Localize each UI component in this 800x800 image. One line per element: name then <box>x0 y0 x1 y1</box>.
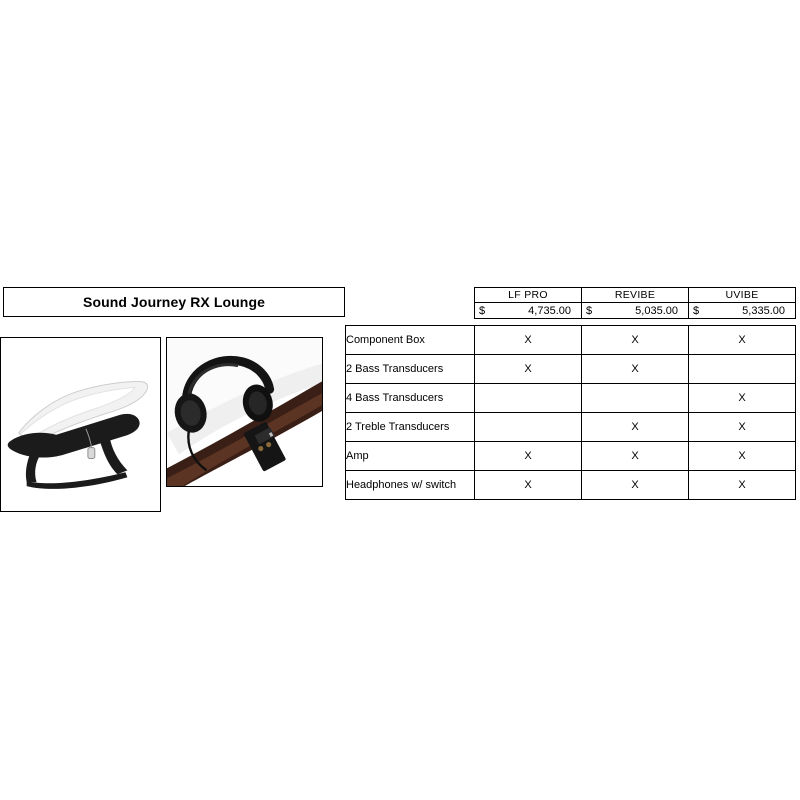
spec-sheet <box>0 287 800 512</box>
price-uvibe <box>689 303 796 319</box>
feature-mark-uvibe: X <box>689 326 796 355</box>
feature-mark-revibe: X <box>582 355 689 384</box>
feature-mark-uvibe: X <box>689 384 796 413</box>
feature-header-cell <box>346 288 475 303</box>
price-amount-uvibe: 5,335.00 <box>742 304 785 317</box>
currency-symbol-uvibe: $ <box>693 304 700 317</box>
feature-mark-revibe: X <box>582 326 689 355</box>
product-title-box <box>3 287 345 317</box>
price-row-label <box>346 303 475 319</box>
feature-label: 2 Bass Transducers <box>346 355 475 384</box>
currency-symbol-revibe: $ <box>586 304 593 317</box>
feature-label: 4 Bass Transducers <box>346 384 475 413</box>
table-spacer-row <box>346 319 796 326</box>
feature-mark-uvibe: X <box>689 471 796 500</box>
feature-mark-lf-pro <box>475 384 582 413</box>
currency-symbol-lf-pro: $ <box>479 304 486 317</box>
column-header-uvibe: UVIBE <box>689 288 796 303</box>
feature-label: Component Box <box>346 326 475 355</box>
price-amount-revibe: 5,035.00 <box>635 304 678 317</box>
feature-label: Headphones w/ switch <box>346 471 475 500</box>
headphones-amp-photo <box>166 337 323 487</box>
page-title: Sound Journey RX Lounge <box>83 294 265 310</box>
table-row <box>346 384 796 413</box>
feature-mark-uvibe: X <box>689 442 796 471</box>
column-header-lf-pro: LF PRO <box>475 288 582 303</box>
feature-mark-revibe: X <box>582 471 689 500</box>
feature-mark-lf-pro: X <box>475 326 582 355</box>
price-revibe <box>582 303 689 319</box>
feature-mark-lf-pro: X <box>475 471 582 500</box>
feature-mark-lf-pro: X <box>475 355 582 384</box>
feature-mark-revibe: X <box>582 413 689 442</box>
product-panel <box>3 287 345 317</box>
table-row <box>346 471 796 500</box>
feature-mark-lf-pro <box>475 413 582 442</box>
table-row <box>346 413 796 442</box>
price-lf-pro <box>475 303 582 319</box>
feature-mark-revibe <box>582 384 689 413</box>
table-row <box>346 355 796 384</box>
headphones-amp-illustration <box>167 338 322 486</box>
price-amount-lf-pro: 4,735.00 <box>528 304 571 317</box>
feature-mark-revibe: X <box>582 442 689 471</box>
table-header-row <box>346 288 796 303</box>
feature-label: 2 Treble Transducers <box>346 413 475 442</box>
feature-mark-lf-pro: X <box>475 442 582 471</box>
lounge-chair-photo <box>0 337 161 512</box>
feature-price-table <box>345 287 796 500</box>
feature-mark-uvibe <box>689 355 796 384</box>
table-price-row <box>346 303 796 319</box>
table-row <box>346 326 796 355</box>
column-header-revibe: REVIBE <box>582 288 689 303</box>
feature-label: Amp <box>346 442 475 471</box>
lounge-chair-illustration <box>1 338 160 511</box>
table-row <box>346 442 796 471</box>
feature-mark-uvibe: X <box>689 413 796 442</box>
